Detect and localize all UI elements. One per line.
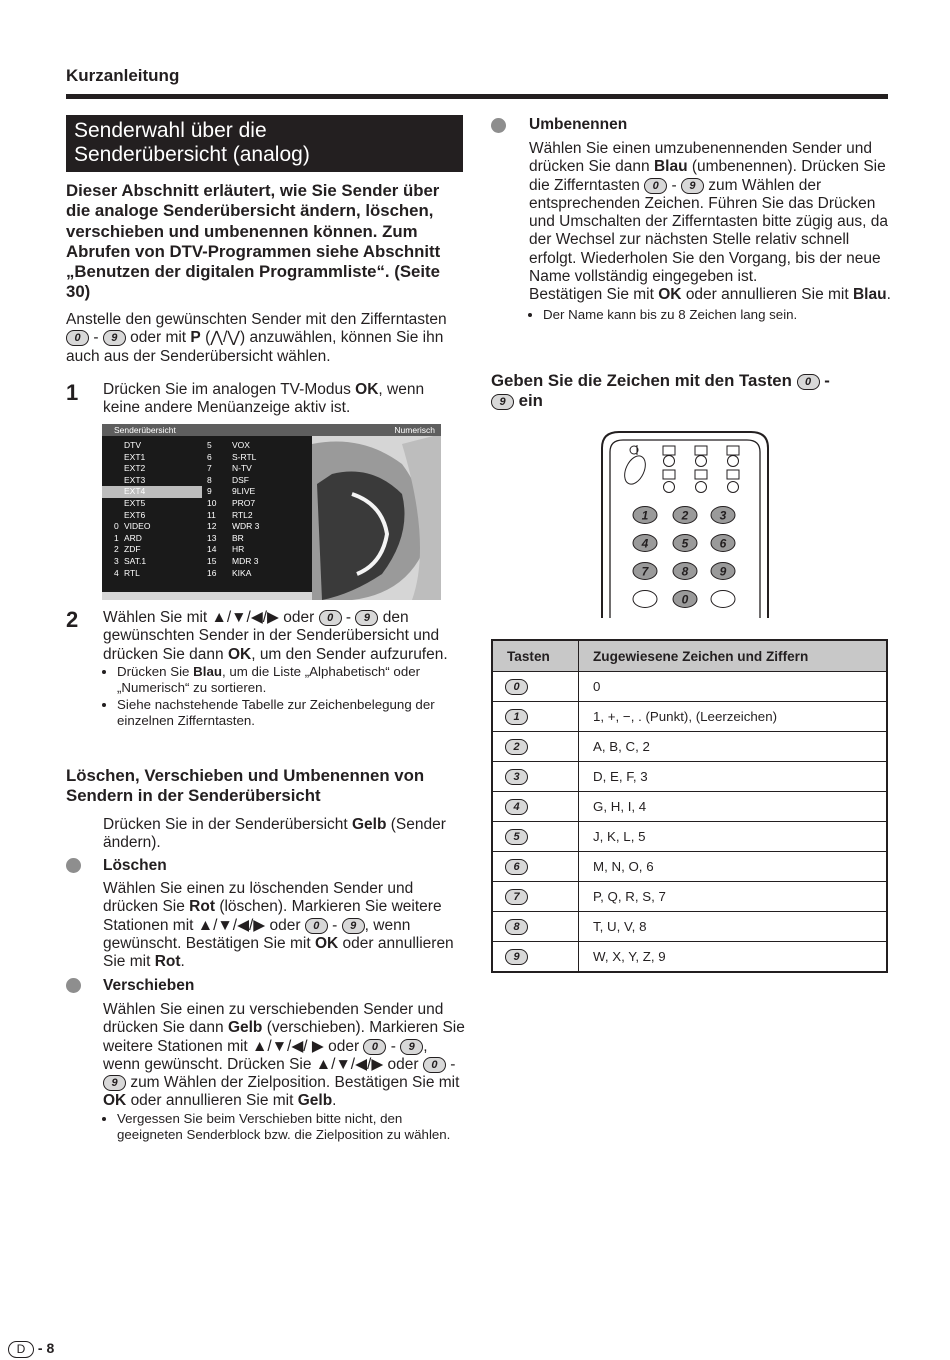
table-row <box>492 912 887 942</box>
osd-channel-row <box>102 452 312 464</box>
key-0-icon: 0 <box>66 330 89 346</box>
bullet-1-c: , um die Liste „Alphabetisch“ oder „Numerisch“ zu sortieren. <box>117 663 421 696</box>
language-badge: D <box>8 1341 34 1358</box>
key-9-icon: 9 <box>355 610 378 626</box>
step-2-number: 2 <box>66 607 79 632</box>
osd-channel-row <box>102 521 312 533</box>
para-1-e: (⋀/⋁) anzuwählen, können Sie ihn auch aus der Senderübersicht wählen. <box>66 329 444 365</box>
table-chars-cell: 0 <box>579 672 888 702</box>
key-9-icon: 9 <box>505 949 528 965</box>
osd-title-bar <box>102 424 441 436</box>
remote-digit-7-button <box>633 563 657 580</box>
key-5-icon: 5 <box>505 829 528 845</box>
step-1-a: Drücken Sie im analogen TV-Modus <box>103 381 351 398</box>
verschieben-text: Wählen Sie einen zu verschiebenden Sender und drücken Sie dann Gelb (verschieben). Markieren Sie weitere Stationen mit ▲/▼/◀/ ▶ oder 0 - 9 , wenn gewünscht. Drücken Sie ▲/▼/◀/▶ oder 0 - 9 zum Wählen der Zielposition. Bestätigen Sie mit OK oder annullieren Sie mit Gelb. • Vergessen Sie beim Verschieben bitte nicht, den geeigneten Senderblock bzw. die Zielposition zu wählen. <box>103 1001 465 1144</box>
ve-e: oder annullieren Sie mit <box>130 1092 294 1110</box>
osd-channel-name: RTL2 <box>232 509 253 520</box>
loeschen-text: Wählen Sie einen zu löschenden Sender und drücken Sie Rot (löschen). Markieren Sie weitere Stationen mit ▲/▼/◀/▶ oder 0 - 9 , wenn gewünscht. Bestätigen Sie mit OK oder annullieren Sie mit Rot. <box>103 880 454 971</box>
um-blau2: Blau <box>852 286 887 304</box>
key-0-icon: 0 <box>305 918 328 934</box>
step-1-text <box>103 381 463 418</box>
key-9-icon: 9 <box>491 394 514 410</box>
table-chars-cell: 1, +, −, . (Punkt), (Leerzeichen) <box>579 702 888 732</box>
osd-channel-number: 14 <box>207 544 217 555</box>
lo-e: . <box>180 953 185 971</box>
svg-text:8: 8 <box>681 564 689 579</box>
ve-d: zum Wählen der Zielposition. Bestätigen Sie mit <box>130 1074 460 1092</box>
para-1-p: P <box>190 329 201 347</box>
ve-gelb: Gelb <box>227 1019 263 1037</box>
osd-channel-number: 12 <box>207 521 217 532</box>
key-6-icon: 6 <box>505 859 528 875</box>
table-row <box>492 792 887 822</box>
bullet-dot <box>66 858 81 873</box>
lo-ok: OK <box>314 934 339 952</box>
lo-rot2: Rot <box>154 953 181 971</box>
table-chars-cell: J, K, L, 5 <box>579 822 888 852</box>
section-2-intro <box>103 816 463 853</box>
osd-channel-name: VIDEO <box>124 521 151 532</box>
table-key-cell <box>492 942 579 973</box>
table-row <box>492 672 887 702</box>
osd-channel-name: HR <box>232 544 245 555</box>
table-key-cell <box>492 912 579 942</box>
osd-channel-number: 0 <box>114 521 119 532</box>
para-1-c: oder mit <box>130 329 187 347</box>
table-row <box>492 942 887 973</box>
title-line-2: Senderübersicht (analog) <box>74 143 310 166</box>
table-row <box>492 732 887 762</box>
table-chars-cell: T, U, V, 8 <box>579 912 888 942</box>
lo-d: oder annullieren Sie mit <box>103 934 454 971</box>
page-footer <box>8 1340 54 1358</box>
osd-channel-name: EXT3 <box>124 474 146 485</box>
osd-channel-number: 7 <box>207 463 212 474</box>
key-8-icon: 8 <box>505 919 528 935</box>
remote-digit-5-button <box>673 535 697 552</box>
s2-a: Drücken Sie in der Senderübersicht <box>103 816 348 833</box>
table-row <box>492 702 887 732</box>
section-3-heading: Geben Sie die Zeichen mit den Tasten 0 - 9 ein <box>491 371 830 411</box>
table-chars-cell: P, Q, R, S, 7 <box>579 882 888 912</box>
umbenennen-label: Umbenennen <box>529 116 628 133</box>
osd-channel-row <box>102 475 312 487</box>
key-2-icon: 2 <box>505 739 528 755</box>
osd-channel-row <box>102 556 312 568</box>
loeschen-label: Löschen <box>103 857 167 874</box>
section-header: Kurzanleitung <box>66 66 180 85</box>
um-f: . <box>886 286 891 304</box>
verschieben-bullets <box>103 1111 465 1144</box>
bullet-1-blau: Blau <box>193 663 222 679</box>
table-key-cell <box>492 762 579 792</box>
osd-channel-row <box>102 533 312 545</box>
umbenennen-bullets <box>529 307 891 324</box>
lo-a: Wählen Sie einen zu löschenden Sender und drücken Sie <box>103 880 414 916</box>
table-row <box>492 822 887 852</box>
remote-digit-0-button <box>673 591 697 608</box>
para-1-a: Anstelle den gewünschten Sender mit den Zifferntasten <box>66 311 447 328</box>
um-blau: Blau <box>653 158 688 176</box>
ve-ok: OK <box>103 1092 127 1110</box>
osd-channel-name: EXT4 <box>124 486 146 497</box>
svg-text:6: 6 <box>719 536 727 551</box>
key-0-icon: 0 <box>797 374 820 390</box>
table-key-cell <box>492 882 579 912</box>
osd-channel-name: DSF <box>232 474 249 485</box>
osd-channel-name: N-TV <box>232 463 252 474</box>
osd-channel-name: ARD <box>124 532 142 543</box>
osd-channel-number: 15 <box>207 556 217 566</box>
table-key-cell <box>492 792 579 822</box>
verschieben-label: Verschieben <box>103 977 195 994</box>
osd-channel-name: PRO7 <box>232 498 256 508</box>
lo-c: , wenn gewünscht. Bestätigen Sie mit <box>103 916 411 952</box>
s3-a: Geben Sie die Zeichen mit den Tasten <box>491 371 792 390</box>
key-0-icon: 0 <box>505 679 528 695</box>
osd-mode: Numerisch <box>394 425 435 435</box>
osd-channel-name: KIKA <box>232 567 252 578</box>
osd-channel-name: MDR 3 <box>232 556 259 566</box>
osd-channel-name: BR <box>232 532 244 543</box>
table-key-cell <box>492 702 579 732</box>
key-9-icon: 9 <box>103 1075 126 1091</box>
osd-channel-number: 13 <box>207 532 217 543</box>
step-2-bullet-1 <box>117 664 465 697</box>
table-body <box>492 672 887 973</box>
table-chars-cell: M, N, O, 6 <box>579 852 888 882</box>
osd-channel-name: ZDF <box>124 544 141 555</box>
page-number: - 8 <box>37 1340 55 1356</box>
step-2-b: den gewünschten Sender in der Senderübersicht und drücken Sie dann <box>103 609 440 663</box>
um-c: zum Wählen der entsprechenden Zeichen. Führen Sie das Drücken und Umschalten der Zifferntasten bitte zügig aus, da der Wechsel zur nächsten Stelle relativ schnell erfolgt. Wiederholen Sie den Vorgang, bis der neue Name vollständig eingegeben ist. <box>529 176 889 286</box>
svg-text:7: 7 <box>641 564 649 579</box>
remote-digit-4-button <box>633 535 657 552</box>
um-e: oder annullieren Sie mit <box>685 286 849 304</box>
remote-control-illustration <box>597 428 773 618</box>
key-3-icon: 3 <box>505 769 528 785</box>
table-key-cell <box>492 822 579 852</box>
step-2-a: Wählen Sie mit ▲/▼/◀/▶ oder <box>103 609 315 626</box>
key-0-icon: 0 <box>319 610 342 626</box>
key-0-icon: 0 <box>644 178 667 194</box>
key-9-icon: 9 <box>342 918 365 934</box>
ve-c: , wenn gewünscht. Drücken Sie ▲/▼/◀/▶ oder <box>103 1037 428 1073</box>
s2-gelb: Gelb <box>352 816 387 833</box>
osd-channel-name: EXT2 <box>124 463 146 474</box>
step-2-bullets <box>103 664 465 730</box>
remote-digit-2-button <box>673 507 697 524</box>
svg-text:3: 3 <box>719 508 727 523</box>
table-chars-cell: D, E, F, 3 <box>579 762 888 792</box>
svg-text:2: 2 <box>681 508 689 523</box>
key-4-icon: 4 <box>505 799 528 815</box>
step-1-number: 1 <box>66 380 79 405</box>
osd-channel-number: 10 <box>207 498 217 508</box>
svg-text:9: 9 <box>719 564 727 579</box>
section-2-heading: Löschen, Verschieben und Umbenennen von Sendern in der Senderübersicht <box>66 766 425 806</box>
ve-b: (verschieben). Markieren Sie weitere Stationen mit ▲/▼/◀/ ▶ oder <box>103 1019 465 1055</box>
key-9-icon: 9 <box>103 330 126 346</box>
key-1-icon: 1 <box>505 709 528 725</box>
table-row <box>492 852 887 882</box>
lo-b: (löschen). Markieren Sie weitere Stationen mit ▲/▼/◀/▶ oder <box>103 898 442 934</box>
remote-digit-3-button <box>711 507 735 524</box>
um-d: Bestätigen Sie mit <box>529 286 654 304</box>
key-0-icon: 0 <box>363 1039 386 1055</box>
osd-channel-name: RTL <box>124 567 140 578</box>
osd-channel-name: EXT6 <box>124 509 146 520</box>
verschieben-bullet: • Vergessen Sie beim Verschieben bitte nicht, den geeigneten Senderblock bzw. die Zielposition zu wählen. <box>117 1111 465 1144</box>
osd-channel-name: SAT.1 <box>124 556 147 566</box>
um-ok: OK <box>658 286 682 304</box>
umbenennen-bullet: • Der Name kann bis zu 8 Zeichen lang sein. <box>543 307 891 324</box>
table-chars-cell: W, X, Y, Z, 9 <box>579 942 888 973</box>
step-2-text: Wählen Sie mit ▲/▼/◀/▶ oder 0 - 9 den gewünschten Sender in der Senderübersicht und drücken Sie dann OK, um den Sender aufzurufen. • Drücken Sie Blau, um die Liste „Alphabetisch“ oder „Numerisch“ zu sortieren. • Siehe nachstehende Tabelle zur Zeichenbelegung der einzelnen Zifferntasten. <box>103 609 465 730</box>
osd-channel-number: 16 <box>207 567 217 578</box>
osd-channel-number: 11 <box>207 509 216 520</box>
osd-channel-name: 9LIVE <box>232 486 256 497</box>
svg-text:1: 1 <box>641 508 649 523</box>
um-a: Wählen Sie einen umzubenennenden Sender und drücken Sie dann <box>529 140 872 176</box>
header-rule <box>66 94 888 99</box>
remote-digit-1-button <box>633 507 657 524</box>
osd-channel-row <box>102 486 312 498</box>
table-key-cell <box>492 732 579 762</box>
osd-channel-row <box>102 463 312 475</box>
intro-text: Dieser Abschnitt erläutert, wie Sie Sender über die analoge Senderübersicht ändern, löschen, verschieben und umbenennen können. Zum Abrufen von DTV-Programmen siehe Abschnitt „Benutzen der digitalen Programmliste“. (Seite 30) <box>66 181 441 302</box>
um-b: (umbenennen). Drücken Sie die Zifferntasten <box>529 158 886 194</box>
osd-channel-row <box>102 568 312 580</box>
step-2-ok: OK <box>227 645 252 663</box>
svg-text:4: 4 <box>641 536 649 551</box>
s2-c: (Sender ändern). <box>103 816 446 852</box>
osd-channel-row <box>102 510 312 522</box>
col-header-zeichen: Zugewiesene Zeichen und Ziffern <box>579 640 888 672</box>
input-icon <box>711 591 735 608</box>
osd-channel-row <box>102 544 312 556</box>
osd-channel-number: 1 <box>114 532 119 543</box>
osd-channel-number: 9 <box>207 486 212 497</box>
step-1-b: , wenn keine andere Menüanzeige aktiv ist. <box>103 381 425 417</box>
table-chars-cell: G, H, I, 4 <box>579 792 888 822</box>
ve-a: Wählen Sie einen zu verschiebenden Sender und drücken Sie dann <box>103 1001 444 1037</box>
umbenennen-text: Wählen Sie einen umzubenennenden Sender und drücken Sie dann Blau (umbenennen). Drücken Sie die Zifferntasten 0 - 9 zum Wählen der entsprechenden Zeichen. Führen Sie das Drücken und Umschalten der Zifferntasten bitte zügig aus, da der Wechsel zur nächsten Stelle relativ schnell erfolgt. Wiederholen Sie den Vorgang, bis der neue Name vollständig eingegeben ist. Bestätigen Sie mit OK oder annullieren Sie mit Blau. • Der Name kann bis zu 8 Zeichen lang sein. <box>529 140 891 323</box>
osd-title: Senderübersicht <box>114 425 176 435</box>
osd-channel-name: DTV <box>124 440 141 450</box>
table-row <box>492 882 887 912</box>
para-1 <box>66 311 466 366</box>
key-7-icon: 7 <box>505 889 528 905</box>
remote-digit-6-button <box>711 535 735 552</box>
ve-gelb2: Gelb <box>297 1092 333 1110</box>
osd-channel-number: 4 <box>114 567 119 578</box>
lo-rot: Rot <box>189 898 215 916</box>
osd-channel-name: VOX <box>232 440 250 450</box>
channel-list-screenshot <box>102 424 441 600</box>
key-assignment-table <box>491 639 888 973</box>
return-icon <box>633 591 657 608</box>
osd-channel-row <box>102 440 312 452</box>
step-1-ok: OK <box>355 381 379 398</box>
osd-channel-name: EXT1 <box>124 451 146 462</box>
bullet-dot <box>491 118 506 133</box>
table-header-row <box>492 640 887 672</box>
osd-channel-number: 5 <box>207 440 212 450</box>
para-1-dash: - <box>93 329 99 347</box>
osd-channel-number: 6 <box>207 451 212 462</box>
osd-channel-number: 8 <box>207 474 212 485</box>
osd-channel-number: 2 <box>114 544 119 555</box>
osd-channel-row <box>102 498 312 510</box>
key-9-icon: 9 <box>400 1039 423 1055</box>
table-key-cell <box>492 852 579 882</box>
step-2-c: , um den Sender aufzurufen. <box>251 645 448 663</box>
key-9-icon: 9 <box>681 178 704 194</box>
osd-channel-name: WDR 3 <box>232 521 260 532</box>
key-0-icon: 0 <box>423 1057 446 1073</box>
ve-f: . <box>332 1092 337 1110</box>
table-row <box>492 762 887 792</box>
osd-channel-number: 3 <box>114 556 119 566</box>
bullet-1-a: Drücken Sie <box>117 663 190 679</box>
osd-channel-grid <box>102 436 312 592</box>
col-header-tasten: Tasten <box>492 640 579 672</box>
s3-b: ein <box>518 391 543 411</box>
table-key-cell <box>492 672 579 702</box>
table-chars-cell: A, B, C, 2 <box>579 732 888 762</box>
svg-text:5: 5 <box>681 536 689 551</box>
page-title <box>66 115 463 172</box>
remote-digit-9-button <box>711 563 735 580</box>
osd-channel-name: S-RTL <box>232 451 257 462</box>
title-line-1: Senderwahl über die <box>74 119 267 142</box>
bullet-dot <box>66 978 81 993</box>
remote-digit-8-button <box>673 563 697 580</box>
step-2-bullet-2: • Siehe nachstehende Tabelle zur Zeichenbelegung der einzelnen Zifferntasten. <box>117 697 465 730</box>
svg-text:0: 0 <box>681 592 689 607</box>
osd-channel-name: EXT5 <box>124 498 146 508</box>
